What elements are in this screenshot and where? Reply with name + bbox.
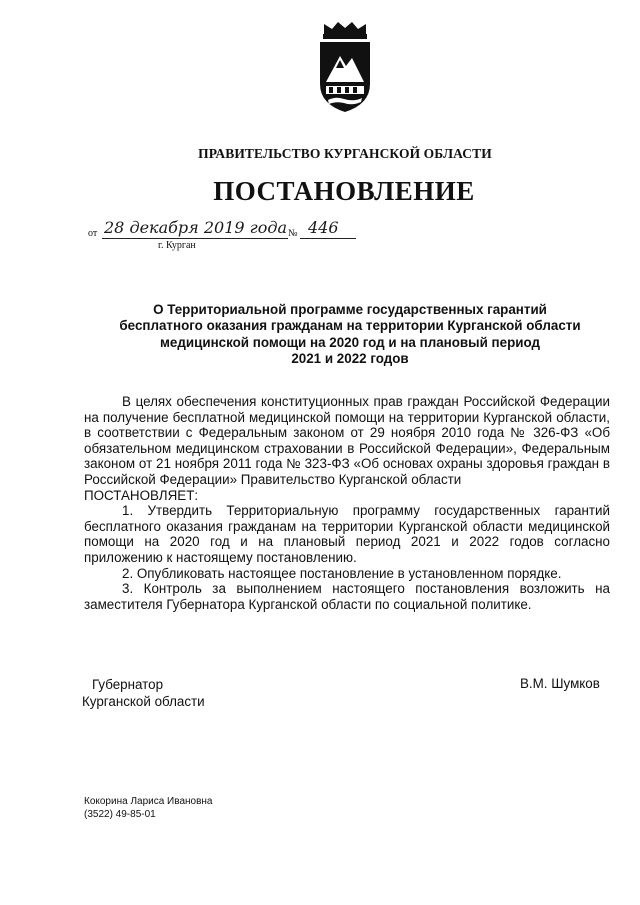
number-label: № [288, 228, 298, 239]
government-name: ПРАВИТЕЛЬСТВО КУРГАНСКОЙ ОБЛАСТИ [198, 146, 492, 161]
date-number-row [88, 218, 388, 251]
signatory-position [82, 676, 205, 710]
title-line: О Территориальной программе государственных гарантий [153, 302, 547, 317]
title-line: медицинской помощи на 2020 год и на плановый период [160, 334, 540, 350]
executor-name: Кокорина Лариса Ивановна [84, 796, 213, 807]
title-line: 2021 и 2022 годов [291, 351, 409, 367]
document-body [84, 394, 610, 612]
title-line: бесплатного оказания гражданам на территории Курганской области [119, 318, 581, 334]
number-underline [300, 238, 356, 239]
city-label: г. Курган [158, 240, 196, 251]
executor-phone: (3522) 49-85-01 [84, 809, 156, 820]
date-underline [102, 238, 288, 239]
document-type: ПОСТАНОВЛЕНИЕ [213, 176, 475, 206]
handwritten-number: 446 [308, 218, 339, 237]
handwritten-date: 28 декабря 2019 года [104, 218, 288, 237]
executor-block [84, 795, 213, 821]
item-2-paragraph: 2. Опубликовать настоящее постановление в установленном порядке. [122, 565, 562, 581]
from-label: от [88, 228, 98, 239]
coat-of-arms-icon [314, 20, 376, 128]
item-3-paragraph: 3. Контроль за выполнением настоящего постановления возложить на заместителя Губернатора Курганской области по социальной политике. [84, 581, 610, 612]
position-line-1: Губернатор [92, 677, 164, 692]
decides-paragraph: ПОСТАНОВЛЯЕТ: [84, 487, 199, 503]
document-title [85, 302, 615, 368]
preamble-paragraph: В целях обеспечения конституционных прав граждан Российской Федерации на получение бесплатной медицинской помощи на территории Курганской области, в соответствии с Федеральным законом от 29 ноября 2010 года № 326-ФЗ «Об обязательном медицинском страховании в Российской Федерации», Федеральным законом от 21 ноября 2011 года № 323-ФЗ «Об основах охраны здоровья граждан в Российской Федерации» Правительство Курганской области [84, 394, 610, 487]
item-1-paragraph: 1. Утвердить Территориальную программу государственных гарантий бесплатного оказания гражданам на территории Курганской области медицинской помощи на 2020 год и на плановый период 2021 и 2022 годов согласно приложению к настоящему постановлению. [84, 503, 610, 565]
signatory-name: В.М. Шумков [520, 676, 600, 691]
position-line-2: Курганской области [82, 694, 205, 709]
